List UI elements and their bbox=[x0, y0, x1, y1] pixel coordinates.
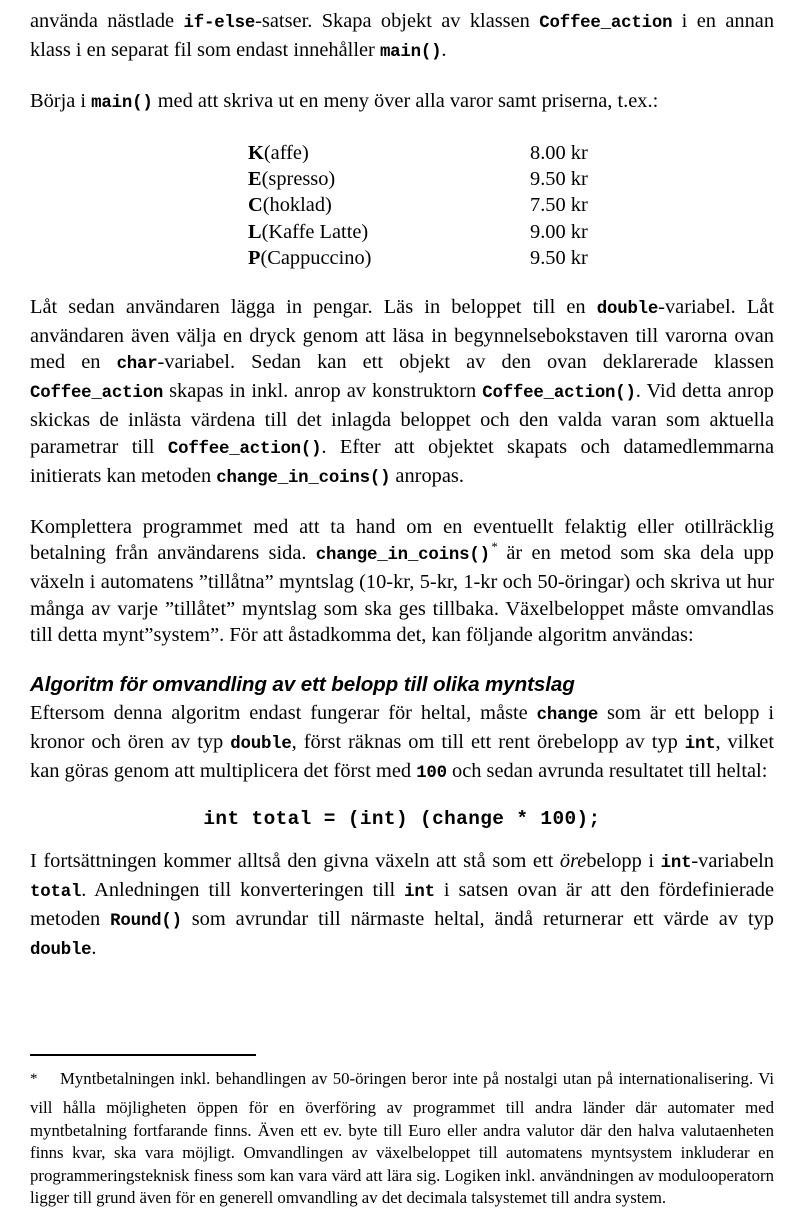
footnote-separator-rule bbox=[30, 1054, 256, 1056]
spacer bbox=[30, 272, 774, 294]
menu-item-letter: E bbox=[248, 168, 262, 191]
code-round: Round() bbox=[110, 912, 182, 932]
menu-item-price: 9.50 kr bbox=[530, 168, 588, 191]
menu-item-name: (spresso) bbox=[261, 168, 336, 191]
text-segment: i satsen ovan är att den fördefinierade metoden bbox=[30, 878, 775, 931]
text-segment: belopp i bbox=[586, 849, 661, 872]
menu-item bbox=[30, 166, 774, 192]
code-char: char bbox=[116, 355, 158, 375]
footnote-area bbox=[30, 1054, 774, 1210]
text-segment: . bbox=[441, 39, 447, 62]
code-block bbox=[30, 808, 774, 830]
code-if-else: if-else bbox=[183, 14, 256, 33]
menu-item bbox=[30, 219, 774, 245]
menu-item-price: 9.50 kr bbox=[530, 247, 588, 270]
text-segment: -variabel. Sedan kan ett objekt av den ovan deklarerade klassen bbox=[157, 351, 774, 374]
text-segment: . Anledningen till konverteringen till bbox=[81, 878, 405, 901]
section-heading: Algoritm för omvandling av ett belopp till olika myntslag bbox=[30, 673, 575, 697]
paragraph-change-algorithm-intro bbox=[30, 514, 774, 648]
text-segment: , först räknas om till ett rent örebelopp av typ bbox=[291, 731, 685, 754]
code-total: total bbox=[30, 882, 82, 902]
code-coffee-action-ctor: Coffee_action() bbox=[482, 384, 636, 404]
text-segment: som avrundar till närmaste heltal, ändå returnerar ett värde av typ bbox=[181, 908, 775, 931]
paragraph-user-input bbox=[30, 294, 774, 492]
code-int: int bbox=[660, 853, 692, 873]
text-segment: I fortsättningen kommer alltså den givna växeln att stå som ett bbox=[30, 849, 560, 872]
code-int: int bbox=[404, 882, 435, 902]
menu-item-price: 8.00 kr bbox=[530, 141, 588, 164]
footnote-body: Myntbetalningen inkl. behandlingen av 50-öringen beror inte på nostalgi utan på internationalisering. Vi vill hålla möjligheten öppen för en överföring av programmet till andra länder där automater med myntbetalning fortfarande finns. Även ett ev. byte till Euro eller andra valutor där den halva valutaenheten finns kvar, ska vara möjligt. Omvandlingen av växelbeloppet till automatens myntsystem inkluderar en programmeringsteknisk finess som kan vara värd att lära sig. Logiken inkl. användningen av modulooperatorn ligger till grund även för en generell omvandling av det decimala talsystemet till andra system. bbox=[30, 1069, 774, 1208]
code-statement: int total = (int) (change * 100); bbox=[203, 807, 601, 830]
code-coffee-action: Coffee_action bbox=[539, 14, 673, 33]
text-segment: som är ett belopp i kronor och ören av typ bbox=[30, 702, 774, 754]
code-main: main() bbox=[91, 94, 153, 114]
menu-item-name: (hoklad) bbox=[262, 194, 332, 217]
code-int: int bbox=[684, 735, 716, 755]
footnote-reference-marker: * bbox=[490, 540, 498, 555]
text-segment: Eftersom denna algoritm endast fungerar för heltal, måste bbox=[30, 702, 537, 725]
text-segment: är en metod som ska dela upp växeln i automatens ”tillåtna” myntslag (10-kr, 5-kr, 1-kr och 50-öringar) och skriva ut hur många av varje ”tillåtet” myntslag som ska ges tillbaka. Växelbeloppet måste omvandlas till detta mynt”system”. För att åstadkomma det, kan följande algoritm användas: bbox=[30, 542, 774, 646]
footnote-marker-glyph: * bbox=[30, 1071, 38, 1088]
code-double: double bbox=[596, 299, 659, 319]
menu-item-letter: K bbox=[248, 141, 264, 164]
footnote-marker bbox=[30, 1068, 60, 1097]
text-segment: skapas in inkl. anrop av konstruktorn bbox=[163, 380, 483, 403]
menu-item-name: (Cappuccino) bbox=[260, 247, 372, 270]
text-segment: , vilket kan göras genom att multiplicera det först med bbox=[30, 731, 774, 783]
text-segment: . bbox=[91, 937, 97, 960]
text-segment: och sedan avrunda resultatet till heltal: bbox=[446, 760, 768, 783]
menu-item bbox=[30, 140, 774, 166]
text-segment: -variabel. Låt användaren även välja en dryck genom att läsa in begynnelsebokstaven till varorna ovan med en bbox=[30, 295, 774, 374]
text-segment: Börja i bbox=[30, 90, 92, 113]
code-change-in-coins: change_in_coins() bbox=[315, 546, 490, 566]
code-change-in-coins: change_in_coins() bbox=[216, 468, 391, 488]
code-coffee-action: Coffee_action bbox=[30, 384, 164, 404]
text-segment: -satser. Skapa objekt av klassen bbox=[255, 10, 540, 32]
menu-item-name: (Kaffe Latte) bbox=[261, 220, 369, 243]
text-segment: använda nästlade bbox=[30, 10, 184, 32]
paragraph-total-variable bbox=[30, 848, 774, 965]
menu-item bbox=[30, 245, 774, 271]
spacer bbox=[30, 66, 774, 88]
code-hundred: 100 bbox=[416, 764, 447, 784]
paragraph-menu-intro bbox=[30, 88, 774, 117]
code-main: main() bbox=[379, 43, 442, 63]
menu-item-price: 7.50 kr bbox=[530, 194, 588, 217]
price-menu-list bbox=[30, 140, 774, 272]
menu-item-letter: P bbox=[248, 247, 261, 270]
text-segment: . Vid detta anrop skickas de inlästa värdena till det inlagda beloppet och den valda varan som aktuella parametrar till bbox=[30, 380, 774, 458]
text-segment: anropas. bbox=[390, 464, 464, 487]
emphasis-ore: öre bbox=[559, 849, 587, 872]
paragraph-intro bbox=[30, 8, 774, 66]
spacer bbox=[30, 492, 774, 514]
menu-item-letter: C bbox=[248, 194, 263, 217]
footnote-text bbox=[30, 1068, 774, 1210]
paragraph-integer-conversion bbox=[30, 700, 774, 788]
menu-item-letter: L bbox=[248, 220, 262, 243]
code-double: double bbox=[30, 941, 92, 961]
text-segment: Komplettera programmet med att ta hand om en eventuellt felaktig eller otillräcklig betalning från användarens sida. bbox=[30, 516, 774, 565]
text-segment: i en annan klass i en separat fil som endast innehåller bbox=[30, 10, 775, 62]
menu-item-name: (affe) bbox=[263, 141, 309, 164]
code-double: double bbox=[230, 735, 292, 755]
menu-item-price: 9.00 kr bbox=[530, 220, 588, 243]
code-change: change bbox=[536, 706, 599, 726]
code-coffee-action-ctor: Coffee_action() bbox=[167, 439, 322, 459]
text-segment: med att skriva ut en meny över alla varor samt priserna, t.ex.: bbox=[152, 90, 659, 113]
text-segment: -variabeln bbox=[691, 849, 775, 872]
text-segment: Låt sedan användaren lägga in pengar. Läs in beloppet till en bbox=[30, 295, 597, 318]
text-segment: . Efter att objektet skapats och datamedlemmarna initierats kan metoden bbox=[30, 435, 774, 487]
menu-item bbox=[30, 192, 774, 218]
